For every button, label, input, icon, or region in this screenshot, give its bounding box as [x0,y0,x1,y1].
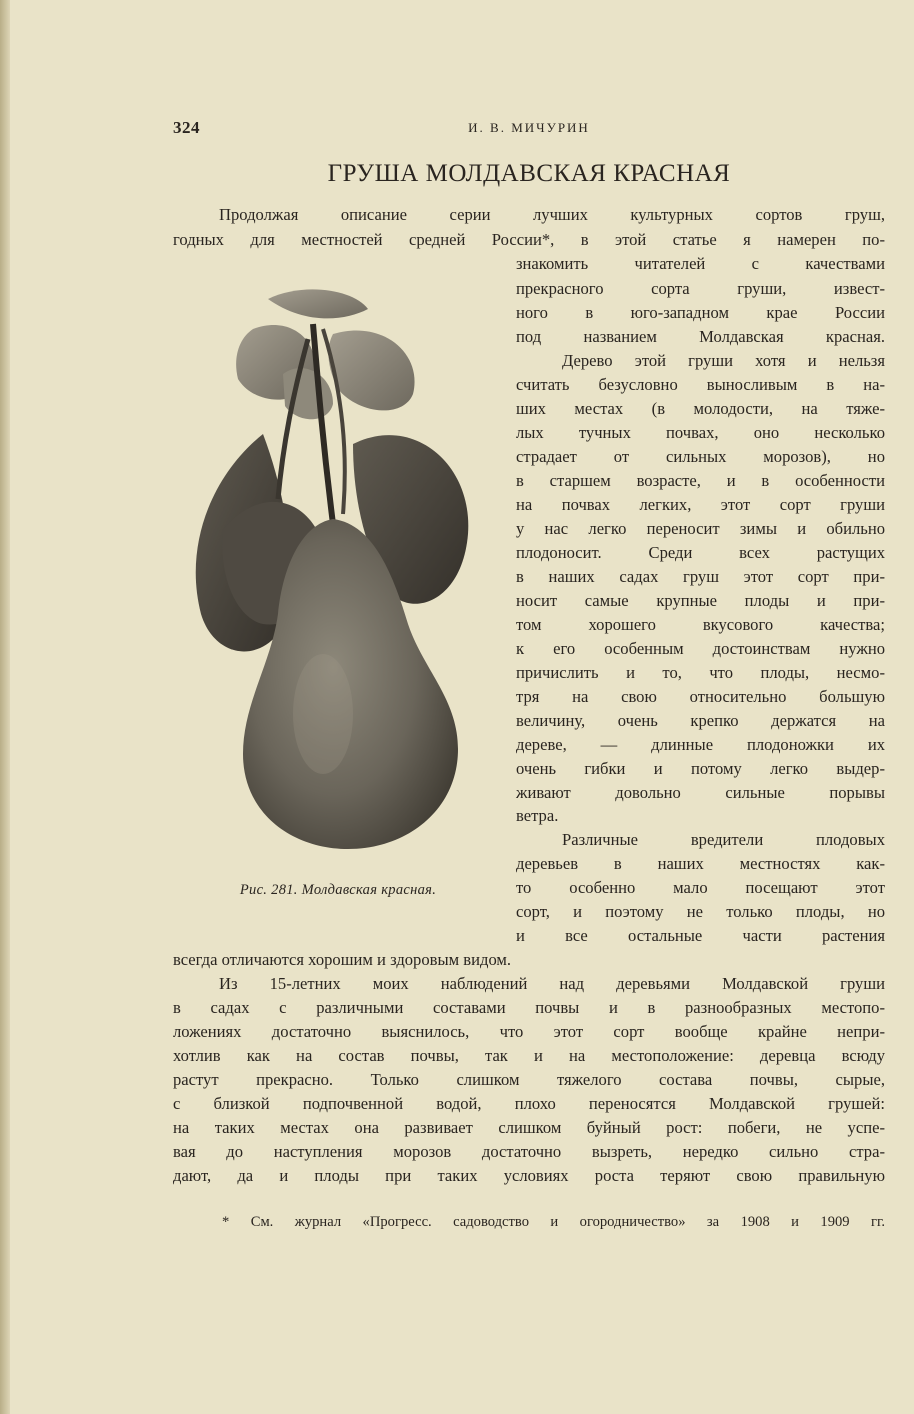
text-line: страдает от сильных морозов), но [516,447,885,466]
leaf-shape [328,330,414,410]
text-line: на таких местах она развивает слишком буйный рост: побеги, не успе- [173,1118,885,1137]
page-header [173,118,885,142]
text-line: то особенно мало посещают этот [516,878,885,897]
text-line: к его особенным достоинствам нужно [516,639,885,658]
text-line: ветра. [516,806,559,825]
text-line: деревьев в наших местностях как- [516,854,885,873]
text-line: лых тучных почвах, оно несколько [516,423,885,442]
text-line: в наших садах груш этот сорт при- [516,567,885,586]
text-line: на почвах легких, этот сорт груши [516,495,885,514]
text-line: очень гибки и потому легко выдер- [516,759,885,778]
text-line: вая до наступления морозов достаточно вызреть, нередко сильно стра- [173,1142,885,1161]
text-line: дереве, — длинные плодоножки их [516,735,885,754]
text-line: плодоносит. Среди всех растущих [516,543,885,562]
text-line: с близкой подпочвенной водой, плохо переносятся Молдавской грушей: [173,1094,885,1113]
text-line: и все остальные части растения [516,926,885,945]
page-edge [0,0,10,1414]
text-line: носит самые крупные плоды и при- [516,591,885,610]
text-line: под названием Молдавская красная. [516,327,885,346]
text-line: ложениях достаточно выяснилось, что этот сорт вообще крайне непри- [173,1022,885,1041]
text-line: том хорошего вкусового качества; [516,615,885,634]
text-line: причислить и то, что плоды, несмо- [516,663,885,682]
text-line: сорт, и поэтому не только плоды, но [516,902,885,921]
figure-caption: Рис. 281. Молдавская красная. [239,882,437,898]
text-line: величину, очень крепко держатся на [516,711,885,730]
text-line: у нас легко переносит зимы и обильно [516,519,885,538]
text-line: прекрасного сорта груши, извест- [516,279,885,298]
text-line: считать безусловно выносливым в на- [516,375,885,394]
text-line: Продолжая описание серии лучших культурных сортов груш, [219,205,885,224]
text-line: Различные вредители плодовых [562,830,885,849]
text-line: Из 15-летних моих наблюдений над деревьями Молдавской груши [219,974,885,993]
footnote: * См. журнал «Прогресс. садоводство и огородничество» за 1908 и 1909 гг. [222,1214,885,1230]
text-line: тря на свою относительно большую [516,687,885,706]
article-title: ГРУША МОЛДАВСКАЯ КРАСНАЯ [327,160,731,187]
text-line: дают, да и плоды при таких условиях роста теряют свою правильную [173,1166,885,1185]
text-line: ного в юго-западном крае России [516,303,885,322]
text-line: годных для местностей средней России*, в этой статье я намерен по- [173,230,885,249]
running-head: И. В. МИЧУРИН [468,120,590,135]
leaf-shape [268,289,368,318]
page-number: 324 [173,118,200,137]
text-line: знакомить читателей с качествами [516,254,885,273]
text-line: всегда отличаются хорошим и здоровым видом. [173,950,512,969]
text-line: в старшем возрасте, и в особенности [516,471,885,490]
text-line: ших местах (в молодости, на тяже- [516,399,885,418]
text-line: растут прекрасно. Только слишком тяжелого состава почвы, сырые, [173,1070,885,1089]
text-line: Дерево этой груши хотя и нельзя [562,351,885,370]
text-line: в садах с различными составами почвы и в разнообразных местопо- [173,998,885,1017]
pear-illustration [183,284,483,859]
text-line: живают довольно сильные порывы [516,783,885,802]
text-line: хотлив как на состав почвы, так и на местоположение: деревца всюду [173,1046,885,1065]
